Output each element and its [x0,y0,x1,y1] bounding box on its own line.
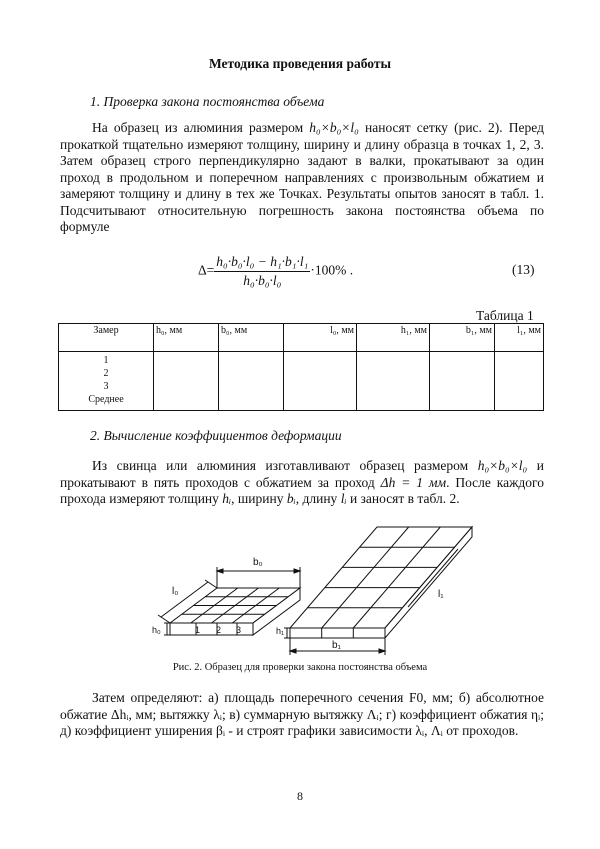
table-cell [284,352,357,411]
formula-13 [198,254,353,289]
table-cell [430,352,495,411]
label-h1: h₁ [276,626,285,636]
formula-lhs: Δ= [198,262,215,278]
row-label: Среднее [88,394,124,405]
header-cell: h₁, мм [357,324,430,352]
header-cell: b₀, мм [219,324,284,352]
label-l1: l₁ [438,589,444,600]
paragraph-3 [60,690,544,740]
para2-li: lᵢ [340,491,347,506]
para2-text-d: , ширину [231,491,287,506]
label-point-1: 1 [195,625,201,635]
label-l0: l₀ [172,586,179,597]
paragraph-2 [60,458,544,508]
table-cell [357,352,430,411]
section-heading-1: 1. Проверка закона постоянства объема [90,94,325,109]
para2-dims: h₀×b₀×l₀ [477,458,528,473]
header-cell: l₀, мм [284,324,357,352]
header-cell: h₀, мм [154,324,219,352]
para2-text-f: и заносят в табл. 2. [346,491,460,506]
formula-fraction [214,254,310,289]
specimen-before [158,567,300,635]
para2-text-e: , длину [295,491,341,506]
para2-bi: bᵢ [286,491,296,506]
para1-text-b: наносят сетку (рис. 2). Перед прокаткой тщательно измеряют толщину, ширину и длину образца в точках 1, 2, 3. Затем образец строго перпендикулярно задают в валки, прокатывают за один проход в продольном и поперечном направлениях с произвольным обжатием и замеряют толщину и длину в тех же Точках. Результаты опытов заносят в табл. 1. Подсчитывают относительную погрешность закона постоянства объема по формуле [60,120,544,234]
equation-number: (13) [512,262,535,277]
page-title: Методика проведения работы [208,56,392,71]
header-cell: Замер [59,324,154,352]
para2-text-b: и прокатывают в пять проходов с обжатием за проход [60,458,544,490]
formula-tail: ·100% . [310,262,354,278]
para1-text-a: На образец из алюминия размером [92,120,310,135]
header-cell: b₁, мм [430,324,495,352]
table-cell [219,352,284,411]
label-b0: b₀ [253,557,263,568]
label-b1: b₁ [332,640,341,651]
header-cell: l₁, мм [495,324,544,352]
table-header-row [59,324,544,352]
specimen-after [284,527,472,655]
table-1 [58,323,544,411]
label-h0: h₀ [152,625,161,635]
page-number: 8 [297,789,303,803]
table-caption: Таблица 1 [476,308,534,323]
para2-text-c: . После каждого прохода измеряют толщину [60,474,544,506]
row-label: 3 [103,381,109,392]
para1-dims: h₀×b₀×l₀ [309,120,359,135]
row-label: 1 [103,355,109,366]
formula-numerator: h₀·b₀·l₀ − h₁·b₁·l₁ [214,254,310,272]
para2-text-a: Из свинца или алюминия изготавливают образец размером [92,458,478,473]
label-point-2: 2 [216,625,222,635]
para2-dh: Δh = 1 мм [380,474,447,490]
para2-hi: hᵢ [222,491,232,506]
row-label: 2 [103,368,109,379]
row-labels-cell [59,352,154,411]
section-heading-2: 2. Вычисление коэффициентов деформации [90,428,342,443]
figure-caption: Рис. 2. Образец для проверки закона постоянства объема [172,662,428,673]
paragraph-1 [60,120,544,236]
para3-text: Затем определяют: а) площадь поперечного сечения F0, мм; б) абсолютное обжатие Δhᵢ, мм; вытяжку λᵢ; в) суммарную вытяжку Λᵢ; г) коэффициент обжатия ηᵢ; д) коэффициент уширения βᵢ - и строят графики зависимости λᵢ, Λᵢ от проходов. [60,690,544,738]
figure-2 [150,515,490,660]
table-cell [495,352,544,411]
label-point-3: 3 [236,625,242,635]
table-row [59,352,544,411]
formula-denominator: h₀·b₀·l₀ [243,273,282,288]
table-cell [154,352,219,411]
